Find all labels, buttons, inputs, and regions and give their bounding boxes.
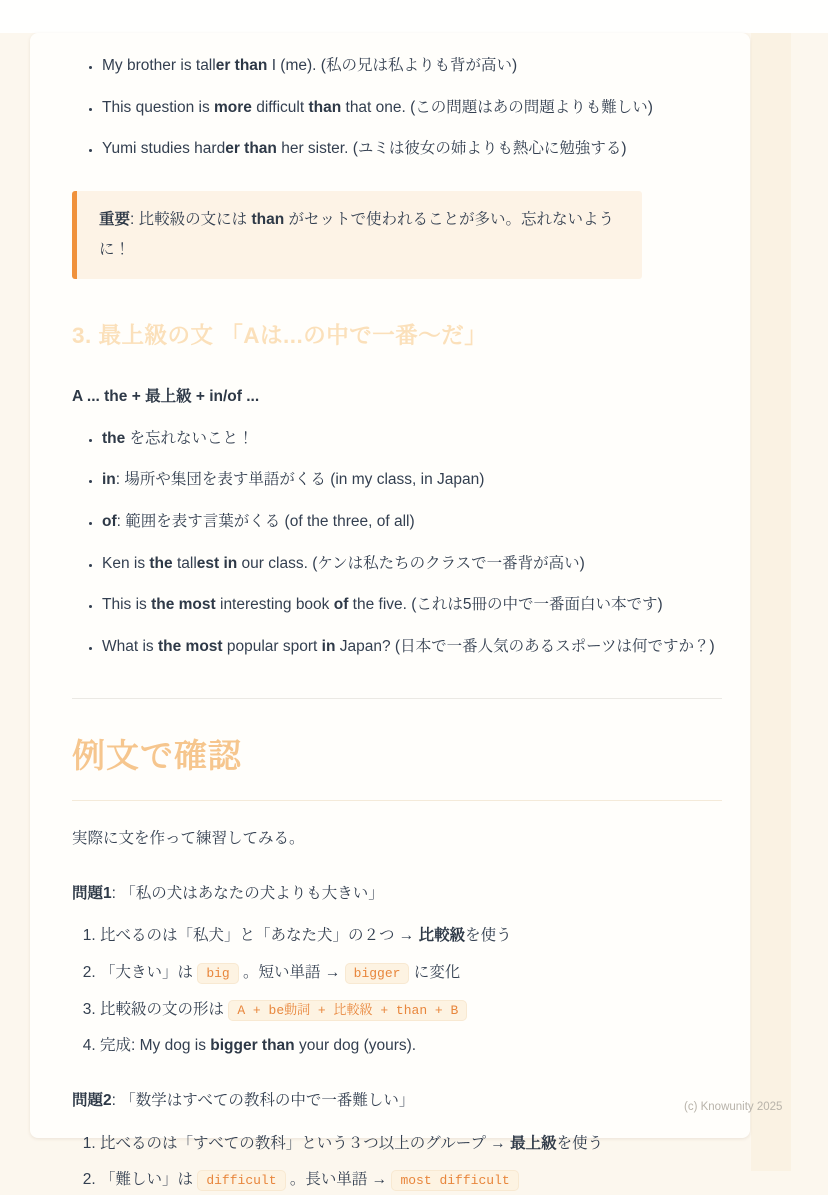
practice-problems bbox=[72, 880, 722, 1195]
bold-text: bigger than bbox=[210, 1037, 295, 1055]
problem-title bbox=[72, 880, 722, 909]
text-run: 「大きい」は bbox=[100, 963, 198, 981]
text-run: 完成: My dog is bbox=[100, 1037, 211, 1055]
text-run: 比較級の文の形は bbox=[100, 1000, 229, 1018]
text-run: What is bbox=[102, 638, 158, 656]
problem-step bbox=[100, 1166, 722, 1195]
text-run: our class. (ケンは私たちのクラスで一番背が高い) bbox=[237, 554, 585, 572]
text-run: 比べるのは「すべての教科」という３つ以上のグループ → bbox=[100, 1134, 511, 1152]
text-run: を使う bbox=[465, 927, 512, 945]
problem-step bbox=[100, 959, 722, 988]
text-run: Japan? (日本で一番人気のあるスポーツは何ですか？) bbox=[335, 638, 715, 656]
text-run: 「難しい」は bbox=[100, 1171, 198, 1189]
page-top-gap bbox=[0, 0, 828, 33]
bold-text: the most bbox=[157, 638, 223, 656]
problem-step bbox=[100, 922, 722, 951]
bold-text: than bbox=[308, 98, 342, 116]
bold-text: more bbox=[214, 98, 252, 116]
problem-step bbox=[100, 1130, 722, 1159]
text-run: This is bbox=[102, 596, 152, 614]
text-run: interesting book bbox=[215, 596, 334, 614]
code-chip: big bbox=[197, 963, 238, 984]
page-edge-strip bbox=[751, 33, 791, 1171]
text-run: 。短い単語 → bbox=[238, 963, 345, 981]
list-item bbox=[102, 135, 722, 164]
text-run: that one. (この問題はあの問題よりも難しい) bbox=[341, 98, 653, 116]
code-chip: A + be動詞 + 比較級 + than + B bbox=[228, 1000, 467, 1021]
watermark: (c) Knowunity 2025 bbox=[684, 1101, 783, 1113]
text-run: Ken is bbox=[102, 554, 150, 572]
text-run: tall bbox=[172, 554, 197, 572]
superlative-points-list bbox=[72, 425, 722, 662]
text-run: : 場所や集団を表す単語がくる (in my class, in Japan) bbox=[115, 471, 485, 489]
list-item bbox=[102, 633, 722, 662]
list-item bbox=[102, 466, 722, 495]
bold-text: the bbox=[102, 429, 126, 447]
bold-text: the most bbox=[151, 596, 216, 614]
text-run: the five. (これは5冊の中で一番面白い本です) bbox=[348, 596, 663, 614]
text-run: her sister. (ユミは彼女の姉よりも熱心に勉強する) bbox=[276, 140, 627, 158]
text-run: This question is bbox=[102, 98, 214, 116]
text-run: 比べるのは「私犬」と「あなた犬」の２つ → bbox=[100, 927, 419, 945]
callout-text bbox=[99, 205, 620, 265]
bold-text: er than bbox=[225, 140, 277, 158]
bold-text: 問題2 bbox=[72, 1091, 112, 1109]
document-card bbox=[30, 33, 750, 1189]
list-item bbox=[102, 550, 722, 579]
important-callout bbox=[72, 191, 642, 279]
text-run: に変化 bbox=[409, 963, 461, 981]
bold-text: 問題1 bbox=[72, 884, 112, 902]
bold-text: er than bbox=[215, 57, 268, 74]
text-run: : 「私の犬はあなたの犬よりも大きい」 bbox=[111, 884, 384, 902]
problem-title bbox=[72, 1087, 722, 1116]
problem-step bbox=[100, 1032, 722, 1061]
bold-text: 比較級 bbox=[418, 927, 466, 945]
comparative-examples-list bbox=[72, 52, 722, 164]
code-chip: difficult bbox=[197, 1170, 285, 1191]
bold-text: est in bbox=[196, 554, 238, 572]
section-3-heading: 3. 最上級の文 「Aは...の中で一番〜だ」 bbox=[72, 323, 488, 349]
text-run: My brother is tall bbox=[102, 57, 216, 74]
examples-heading: 例文で確認 bbox=[72, 725, 722, 801]
bold-text: in bbox=[102, 471, 116, 489]
problem-steps-list bbox=[72, 1130, 722, 1195]
bold-text: of bbox=[333, 596, 349, 614]
list-item bbox=[102, 591, 722, 620]
bold-text: in bbox=[321, 638, 336, 656]
problem-step bbox=[100, 996, 722, 1025]
problem-steps-list bbox=[72, 922, 722, 1061]
list-item bbox=[102, 94, 722, 123]
section-divider bbox=[72, 698, 722, 699]
examples-lead: 実際に文を作って練習してみる。 bbox=[72, 829, 305, 847]
list-item bbox=[102, 425, 722, 454]
text-run: your dog (yours). bbox=[294, 1037, 417, 1055]
code-chip: most difficult bbox=[391, 1170, 518, 1191]
text-run: Yumi studies hard bbox=[102, 140, 226, 158]
text-run: を忘れないこと！ bbox=[125, 429, 254, 447]
text-run: popular sport bbox=[222, 638, 322, 656]
bold-text: 最上級 bbox=[510, 1134, 557, 1152]
text-run: がセットで使われることが多い。忘れないように！ bbox=[99, 211, 614, 259]
text-run: : 「数学はすべての教科の中で一番難しい」 bbox=[111, 1091, 415, 1109]
text-run: : 範囲を表す言葉がくる (of the three, of all) bbox=[116, 513, 415, 531]
list-item bbox=[102, 508, 722, 537]
text-run: difficult bbox=[251, 98, 309, 116]
code-chip: bigger bbox=[345, 963, 410, 984]
text-run: を使う bbox=[556, 1134, 604, 1152]
bold-text: the bbox=[149, 554, 173, 572]
bold-text: of bbox=[102, 513, 117, 531]
text-run: I (me). (私の兄は私よりも背が高い) bbox=[267, 57, 518, 74]
superlative-formula: A ... the + 最上級 + in/of ... bbox=[72, 388, 260, 406]
list-item bbox=[102, 52, 722, 81]
bold-text: than bbox=[251, 211, 285, 229]
text-run: : 比較級の文には bbox=[130, 211, 252, 229]
text-run: 。長い単語 → bbox=[285, 1171, 392, 1189]
bold-text: 重要 bbox=[99, 211, 131, 229]
